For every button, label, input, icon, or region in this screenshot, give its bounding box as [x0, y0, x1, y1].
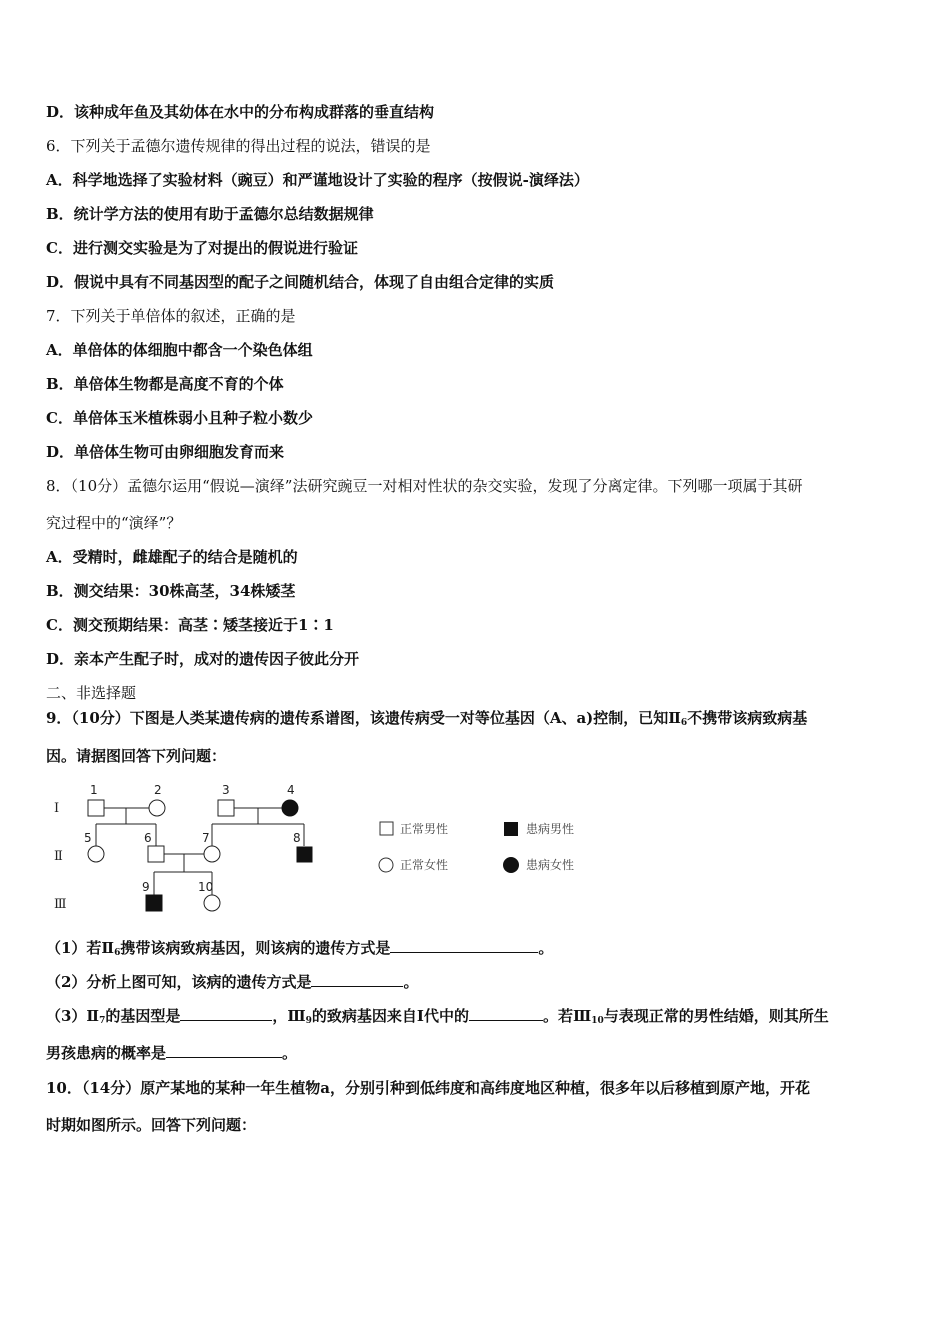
- q7-option-b: B．单倍体生物都是高度不育的个体: [46, 375, 284, 393]
- q6-option-c: C．进行测交实验是为了对提出的假说进行验证: [46, 239, 358, 257]
- person-2-normal-female: [149, 800, 165, 816]
- gen-label-iii: Ⅲ: [54, 897, 67, 912]
- person-1-normal-male: [88, 800, 104, 816]
- person-4-affected-female: [282, 800, 298, 816]
- q5-option-d: D．该种成年鱼及其幼体在水中的分布构成群落的垂直结构: [46, 103, 435, 121]
- q9-part2-end: 。: [403, 973, 419, 991]
- legend-normal-female: 正常女性: [400, 858, 449, 872]
- person-10-normal-female: [204, 895, 220, 911]
- legend-affected-female-icon: [503, 857, 519, 873]
- legend-normal-female-icon: [379, 858, 393, 872]
- person-8-label: 8: [293, 831, 301, 845]
- person-7-normal-female: [204, 846, 220, 862]
- section-heading: 二、非选择题: [46, 684, 137, 702]
- q6-option-d: D．假说中具有不同基因型的配子之间随机结合，体现了自由组合定律的实质: [46, 273, 555, 291]
- q8-option-c: C．测交预期结果：高茎∶矮茎接近于1∶1: [46, 616, 334, 634]
- person-10-label: 10: [198, 880, 214, 894]
- legend-affected-male-icon: [504, 822, 518, 836]
- q9-part1-pre: （1）若Ⅱ: [46, 939, 115, 957]
- pedigree-chart: [46, 778, 606, 918]
- q9-part3-sub2: 9: [305, 1016, 312, 1026]
- gen-label-i: Ⅰ: [54, 801, 60, 816]
- person-9-label: 9: [142, 880, 150, 894]
- q8-option-a: A．受精时，雌雄配子的结合是随机的: [46, 548, 298, 566]
- q7-option-a: A．单倍体的体细胞中都含一个染色体组: [46, 341, 313, 359]
- q9-part2: [46, 972, 418, 992]
- q9-stem-sub: 6: [680, 718, 688, 728]
- q9-part3-mid5: 与表现正常的男性结婚，则其所生: [603, 1007, 829, 1025]
- q9-part3-pre: （3）Ⅱ: [46, 1007, 100, 1025]
- person-8-affected-male: [297, 847, 312, 862]
- person-3-label: 3: [222, 783, 230, 797]
- q9-stem-line1: [46, 708, 807, 733]
- legend-normal-male-icon: [380, 822, 393, 835]
- q9-part1: [46, 938, 553, 963]
- q8-stem-line2: 究过程中的“演绎”？: [46, 514, 182, 532]
- q8-option-d: D．亲本产生配子时，成对的遗传因子彼此分开: [46, 650, 360, 668]
- q9-part3-mid2: ，Ⅲ: [272, 1007, 306, 1025]
- person-3-normal-male: [218, 800, 234, 816]
- person-6-label: 6: [144, 831, 152, 845]
- q9-part3-mid3: 的致病基因来自Ⅰ代中的: [311, 1007, 469, 1025]
- q10-stem-line1: 10．（14分）原产某地的某种一年生植物a，分别引种到低纬度和高纬度地区种植，很多年以后移植到原产地，开花: [46, 1079, 810, 1097]
- q9-part3-mid1: 的基因型是: [105, 1007, 181, 1025]
- q7-stem: 7．下列关于单倍体的叙述，正确的是: [46, 307, 296, 325]
- q9-stem-line2: 因。请据图回答下列问题：: [46, 747, 227, 765]
- answer-blank-1[interactable]: [390, 938, 538, 953]
- person-5-label: 5: [84, 831, 92, 845]
- q7-option-c: C．单倍体玉米植株弱小且种子粒小数少: [46, 409, 313, 427]
- person-4-label: 4: [287, 783, 295, 797]
- q9-part3-sub1: 7: [99, 1016, 106, 1026]
- q9-part3-mid4: 。若Ⅲ: [542, 1007, 592, 1025]
- answer-blank-3[interactable]: [180, 1006, 272, 1021]
- legend-affected-female: 患病女性: [526, 858, 575, 872]
- q8-option-b: B．测交结果：30株高茎，34株矮茎: [46, 582, 296, 600]
- q9-part1-post: 携带该病致病基因，则该病的遗传方式是: [120, 939, 391, 957]
- q9-stem-text-a: 9．（10分）下图是人类某遗传病的遗传系谱图，该遗传病受一对等位基因（A、a)控制，已知Ⅱ: [46, 709, 681, 727]
- person-2-label: 2: [154, 783, 162, 797]
- legend-affected-male: 患病男性: [526, 822, 575, 836]
- q9-part3-line2: [46, 1043, 297, 1063]
- person-7-label: 7: [202, 831, 210, 845]
- q9-part3-sub3: 10: [591, 1016, 604, 1026]
- q9-part3-line2-text: 男孩患病的概率是: [46, 1044, 167, 1062]
- q9-stem-text-b: 不携带该病致病基: [687, 709, 808, 727]
- q9-part3-line1: [46, 1006, 829, 1031]
- answer-blank-2[interactable]: [311, 972, 403, 987]
- legend-normal-male: 正常男性: [400, 822, 449, 836]
- person-5-normal-female: [88, 846, 104, 862]
- answer-blank-4[interactable]: [469, 1006, 543, 1021]
- person-1-label: 1: [90, 783, 98, 797]
- q9-part3-end: 。: [282, 1044, 298, 1062]
- person-9-affected-male: [146, 895, 162, 911]
- q6-option-a: A．科学地选择了实验材料（豌豆）和严谨地设计了实验的程序（按假说-演绎法）: [46, 171, 589, 189]
- q9-part1-sub: 6: [114, 948, 121, 958]
- q9-part2-pre: （2）分析上图可知，该病的遗传方式是: [46, 973, 312, 991]
- q7-option-d: D．单倍体生物可由卵细胞发育而来: [46, 443, 285, 461]
- q9-part1-end: 。: [538, 939, 554, 957]
- q6-stem: 6．下列关于孟德尔遗传规律的得出过程的说法，错误的是: [46, 137, 431, 155]
- q8-stem-line1: 8．（10分）孟德尔运用“假说—演绎”法研究豌豆一对相对性状的杂交实验，发现了分离定律。下列哪一项属于其研: [46, 477, 803, 495]
- answer-blank-5[interactable]: [166, 1043, 282, 1058]
- gen-label-ii: Ⅱ: [54, 849, 63, 864]
- q6-option-b: B．统计学方法的使用有助于孟德尔总结数据规律: [46, 205, 374, 223]
- q10-stem-line2: 时期如图所示。回答下列问题：: [46, 1116, 257, 1134]
- person-6-normal-male: [148, 846, 164, 862]
